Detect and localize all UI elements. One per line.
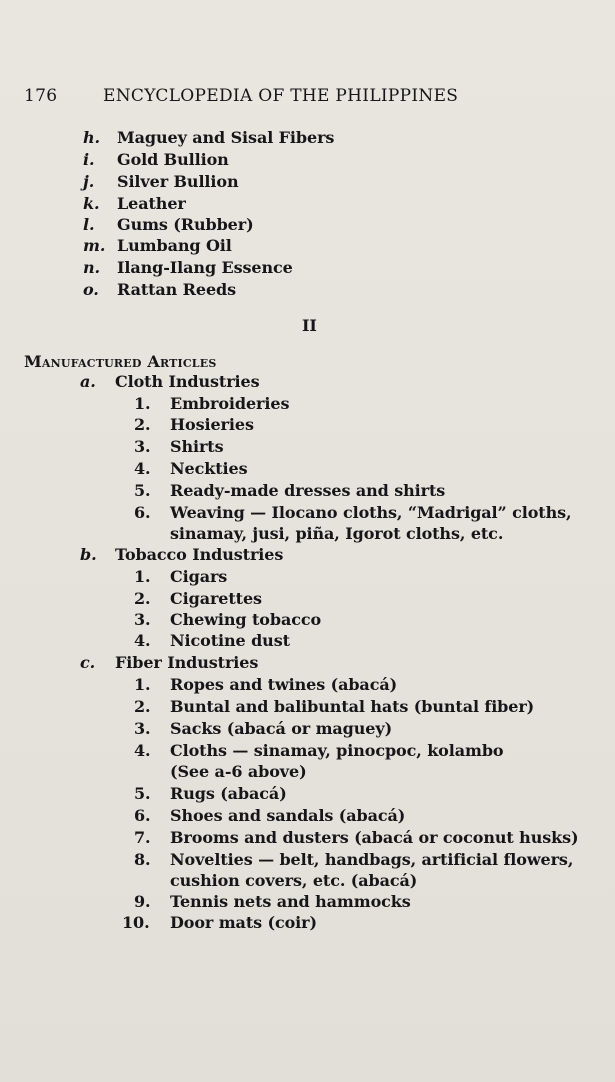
- list-letter: h.: [83, 128, 101, 147]
- item-text: Ready-made dresses and shirts: [170, 481, 446, 500]
- item-text: Cloths — sinamay, pinocpoc, kolambo: [170, 741, 504, 760]
- item-number: 9.: [134, 892, 151, 911]
- item-text: Shoes and sandals (abacá): [170, 806, 406, 825]
- item-text: Brooms and dusters (abacá or coconut husks): [170, 828, 579, 847]
- list-letter: j.: [83, 172, 95, 191]
- item-text: Buntal and balibuntal hats (buntal fiber): [170, 697, 535, 716]
- item-number: 2.: [134, 697, 151, 716]
- item-number: 4.: [134, 631, 151, 650]
- list-item: Silver Bullion: [117, 172, 239, 191]
- item-number: 10.: [122, 913, 150, 932]
- section-heading: Manufactured Articles: [24, 352, 217, 371]
- item-text: Rugs (abacá): [170, 784, 287, 803]
- item-number: 5.: [134, 481, 151, 500]
- list-letter: l.: [83, 215, 95, 234]
- group-title: Fiber Industries: [115, 653, 259, 672]
- item-text: Novelties — belt, handbags, artificial flowers,: [170, 850, 574, 869]
- list-letter: n.: [83, 258, 101, 277]
- list-letter: o.: [83, 280, 99, 299]
- item-text: Hosieries: [170, 415, 254, 434]
- list-item: Maguey and Sisal Fibers: [117, 128, 335, 147]
- item-number: 5.: [134, 784, 151, 803]
- item-number: 1.: [134, 567, 151, 586]
- list-item: Gums (Rubber): [117, 215, 254, 234]
- list-item: Lumbang Oil: [117, 236, 232, 255]
- item-number: 4.: [134, 459, 151, 478]
- item-text: Shirts: [170, 437, 224, 456]
- group-letter: c.: [80, 653, 96, 672]
- group-title: Cloth Industries: [115, 372, 260, 391]
- group-letter: b.: [80, 545, 97, 564]
- item-number: 1.: [134, 675, 151, 694]
- list-item: Rattan Reeds: [117, 280, 237, 299]
- item-number: 3.: [134, 610, 151, 629]
- page-number: 176: [24, 86, 58, 106]
- item-text: Nicotine dust: [170, 631, 290, 650]
- item-text-continued: cushion covers, etc. (abacá): [170, 871, 418, 890]
- item-number: 2.: [134, 415, 151, 434]
- list-item: Gold Bullion: [117, 150, 229, 169]
- item-number: 6.: [134, 806, 151, 825]
- item-number: 1.: [134, 394, 151, 413]
- item-text: Chewing tobacco: [170, 610, 322, 629]
- item-text: Door mats (coir): [170, 913, 317, 932]
- item-number: 3.: [134, 437, 151, 456]
- group-letter: a.: [80, 372, 96, 391]
- list-item: Ilang-Ilang Essence: [117, 258, 293, 277]
- section-numeral: II: [302, 316, 317, 335]
- item-number: 4.: [134, 741, 151, 760]
- item-number: 8.: [134, 850, 151, 869]
- item-text-continued: (See a-6 above): [170, 762, 307, 781]
- list-letter: k.: [83, 194, 100, 213]
- item-number: 6.: [134, 503, 151, 522]
- item-number: 3.: [134, 719, 151, 738]
- item-text: Sacks (abacá or maguey): [170, 719, 393, 738]
- group-title: Tobacco Industries: [115, 545, 284, 564]
- item-text: Cigarettes: [170, 589, 262, 608]
- item-number: 7.: [134, 828, 151, 847]
- item-text: Embroideries: [170, 394, 290, 413]
- item-text: Neckties: [170, 459, 248, 478]
- item-text: Weaving — Ilocano cloths, “Madrigal” cloths,: [170, 503, 572, 522]
- item-text: Ropes and twines (abacá): [170, 675, 398, 694]
- item-text: Cigars: [170, 567, 228, 586]
- item-number: 2.: [134, 589, 151, 608]
- running-title: ENCYCLOPEDIA OF THE PHILIPPINES: [103, 86, 459, 106]
- item-text: Tennis nets and hammocks: [170, 892, 411, 911]
- list-letter: i.: [83, 150, 95, 169]
- list-letter: m.: [83, 236, 106, 255]
- list-item: Leather: [117, 194, 186, 213]
- item-text-continued: sinamay, jusi, piña, Igorot cloths, etc.: [170, 524, 504, 543]
